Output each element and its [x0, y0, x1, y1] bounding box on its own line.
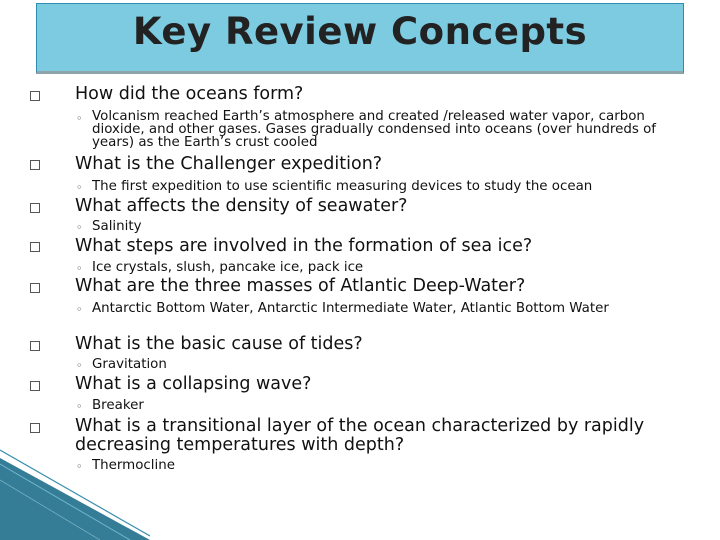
- sub-bullet-icon: ◦: [76, 303, 83, 316]
- question-2: What is the Challenger expedition?: [75, 154, 383, 174]
- bullet-box-icon: [30, 381, 40, 391]
- sub-bullet-icon: ◦: [76, 359, 83, 372]
- question-4: What steps are involved in the formation of sea ice?: [75, 236, 533, 256]
- bullet-box-icon: [30, 423, 40, 433]
- question-7: What is a collapsing wave?: [75, 374, 312, 394]
- sub-bullet-icon: ◦: [76, 460, 83, 473]
- question-6: What is the basic cause of tides?: [75, 334, 363, 354]
- answer-3: Salinity: [92, 219, 142, 234]
- corner-decoration: [0, 440, 150, 540]
- slide-title: Key Review Concepts: [132, 10, 588, 53]
- question-1: How did the oceans form?: [75, 84, 304, 104]
- question-8: What is a transitional layer of the ocean characterized by rapidly decreasing temperatures with depth?: [75, 416, 645, 455]
- answer-4: Ice crystals, slush, pancake ice, pack ice: [92, 260, 364, 275]
- sub-bullet-icon: ◦: [76, 112, 83, 125]
- bullet-box-icon: [30, 283, 40, 293]
- sub-bullet-icon: ◦: [76, 221, 83, 234]
- sub-bullet-icon: ◦: [76, 262, 83, 275]
- sub-bullet-icon: ◦: [76, 400, 83, 413]
- question-5: What are the three masses of Atlantic Deep-Water?: [75, 276, 526, 296]
- bullet-box-icon: [30, 91, 40, 101]
- sub-bullet-icon: ◦: [76, 181, 83, 194]
- answer-1: Volcanism reached Earth’s atmosphere and created /released water vapor, carbon dioxide, and other gases. Gases gradually condensed into oceans (over hundreds of years) as the Earth’s crust cooled: [92, 109, 656, 150]
- answer-8: Thermocline: [92, 458, 175, 473]
- question-3: What affects the density of seawater?: [75, 196, 408, 216]
- bullet-box-icon: [30, 160, 40, 170]
- answer-7: Breaker: [92, 398, 144, 413]
- answer-2: The first expedition to use scientific measuring devices to study the ocean: [92, 179, 593, 194]
- answer-5: Antarctic Bottom Water, Antarctic Intermediate Water, Atlantic Bottom Water: [92, 301, 609, 316]
- answer-6: Gravitation: [92, 357, 167, 372]
- bullet-box-icon: [30, 341, 40, 351]
- bullet-box-icon: [30, 203, 40, 213]
- bullet-box-icon: [30, 242, 40, 252]
